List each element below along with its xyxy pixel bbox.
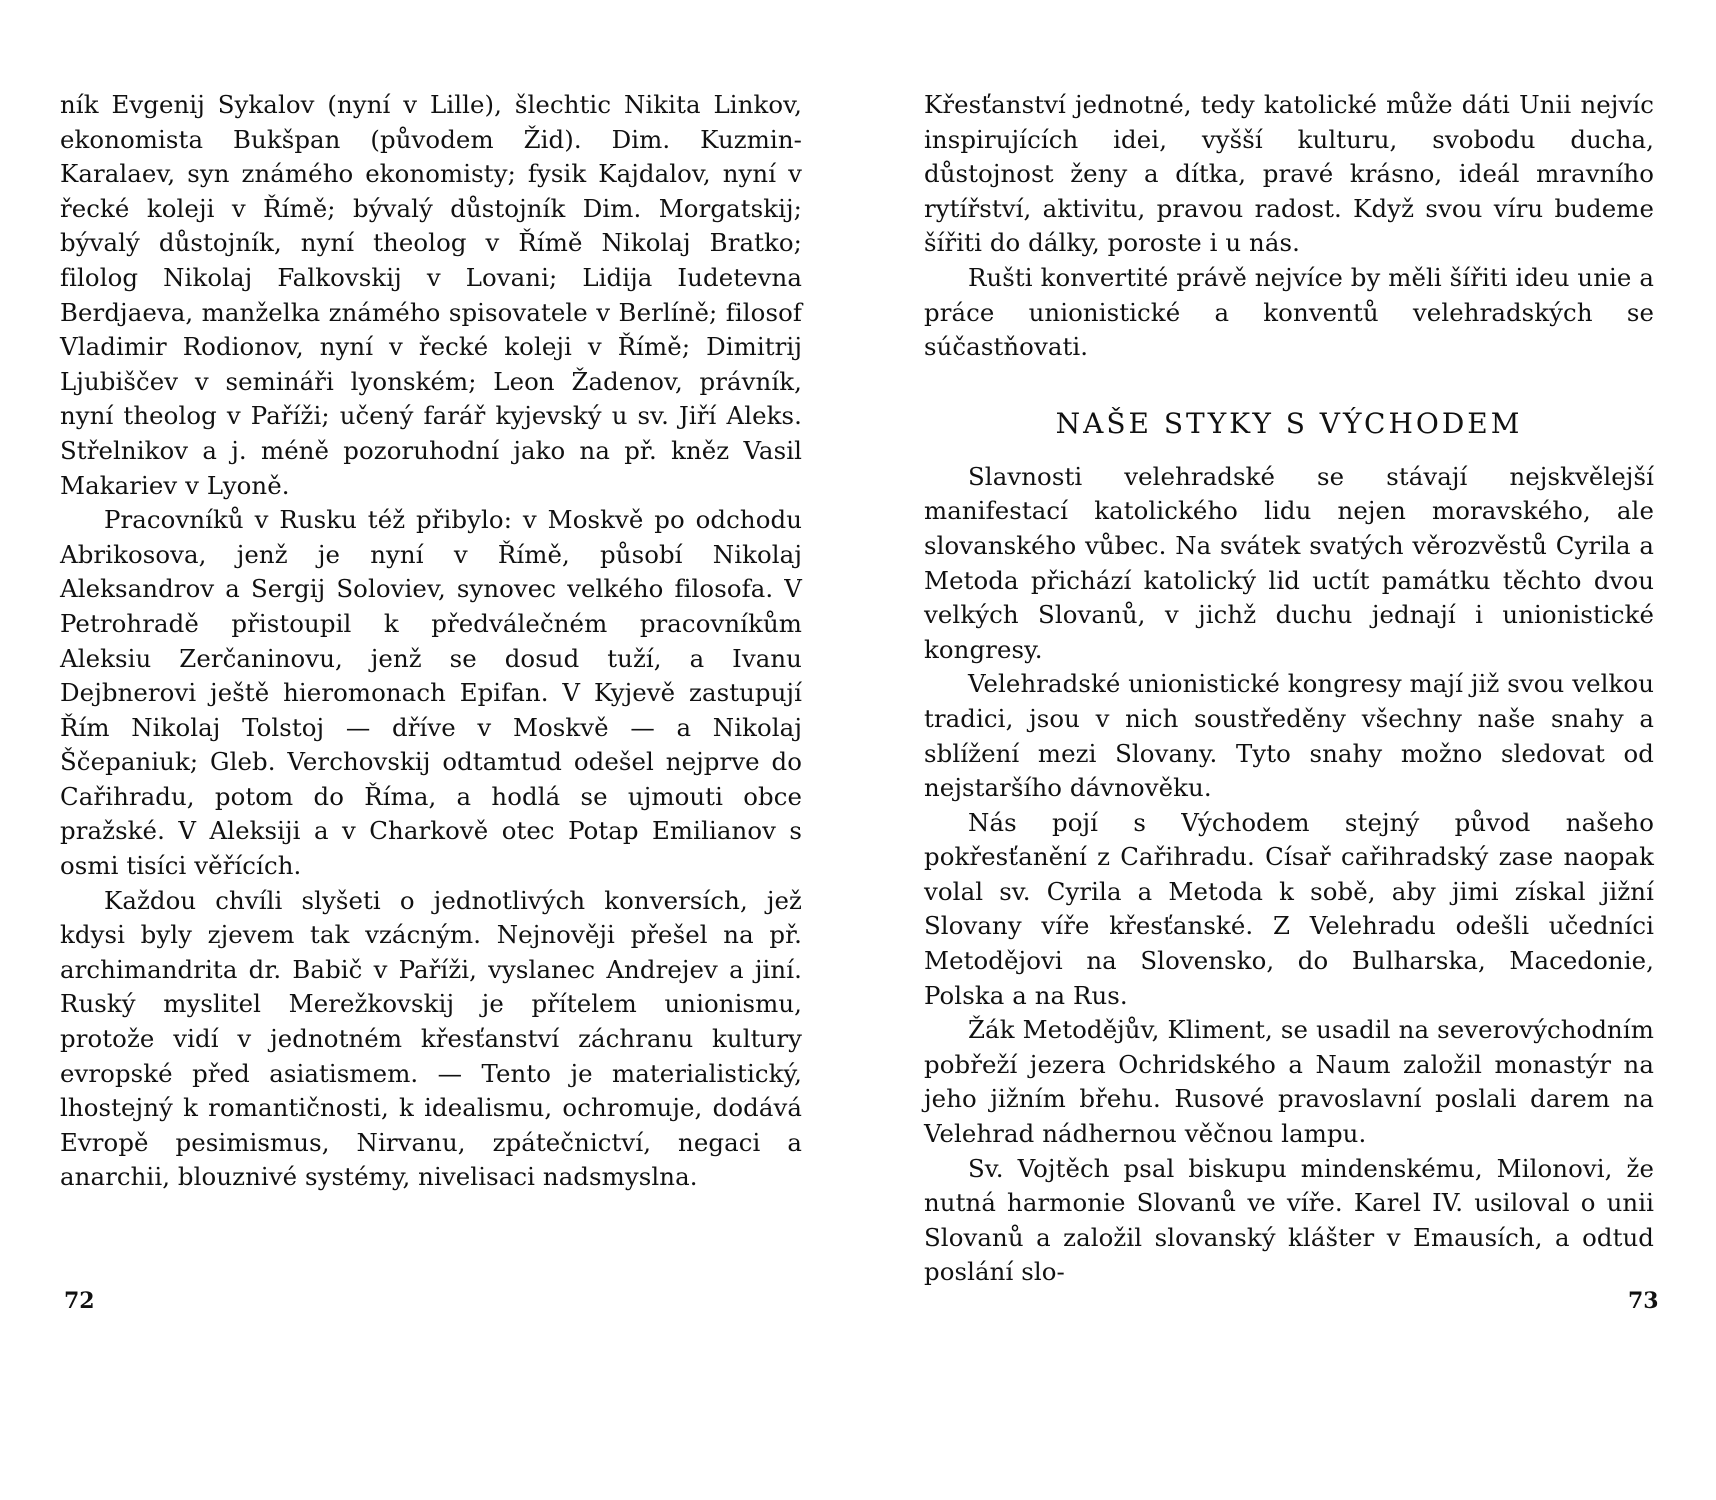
paragraph: Nás pojí s Východem stejný původ našeho pokřesťanění z Cařihradu. Císař cařihradský zase naopak volal sv. Cyrila a Metoda k sobě, aby jimi získal jižní Slovany víře křesťanské. Z Velehradu odešli učedníci Metodějovi na Slovensko, do Bulharska, Macedonie, Polska a na Rus. (924, 807, 1654, 1010)
paragraph: ník Evgenij Sykalov (nyní v Lille), šlechtic Nikita Linkov, ekonomista Bukšpan (původem Žid). Dim. Kuzmin-Karalaev, syn známého ekonomisty; fysik Kajdalov, nyní v řecké koleji v Římě; bývalý důstojník Dim. Morgatskij; bývalý důstojník, nyní theolog v Římě Nikolaj Bratko; filolog Nikolaj Falkovskij v Lovani; Lidija Iudetevna Berdjaeva, manželka známého spisovatele v Berlíně; filosof Vladimir Rodionov, nyní v řecké koleji v Římě; Dimitrij Ljubiščev v semináři lyonském; Leon Žadenov, právník, nyní theolog v Paříži; učený farář kyjevský u sv. Jiří Aleks. Střelnikov a j. méně pozoruhodní jako na př. kněz Vasil Makariev v Lyoně. (60, 90, 802, 500)
paragraph: Rušti konvertité právě nejvíce by měli šířiti ideu unie a práce unionistické a konventů velehradských se súčastňovati. (924, 262, 1654, 362)
paragraph: Pracovníků v Rusku též přibylo: v Moskvě po odchodu Abrikosova, jenž je nyní v Římě, působí Nikolaj Aleksandrov a Sergij Soloviev, synovec velkého filosofa. V Petrohradě přistoupil k předválečném pracovníkům Aleksiu Zerčaninovu, jenž se dosud tuží, a Ivanu Dejbnerovi ještě hieromonach Epifan. V Kyjevě zastupují Řím Nikolaj Tolstoj — dříve v Moskvě — a Nikolaj Ščepaniuk; Gleb. Verchovskij odtamtud odešel nejprve do Cařihradu, potom do Říma, a hodlá se ujmouti obce pražské. V Aleksiji a v Charkově otec Potap Emilianov s osmi tisíci věřících. (60, 505, 802, 881)
page-number-right: 73 (1628, 1288, 1659, 1314)
right-page-body (924, 88, 1654, 1287)
section-heading: NAŠE STYKY S VÝCHODEM (1055, 406, 1523, 440)
page-number-left: 72 (64, 1288, 95, 1314)
paragraph: Žák Metodějův, Kliment, se usadil na severovýchodním pobřeží jezera Ochridského a Naum založil monastýr na jeho jižním břehu. Rusové pravoslavní poslali darem na Velehrad nádhernou věčnou lampu. (924, 1015, 1654, 1149)
left-page-body (60, 88, 802, 1192)
paragraph: Velehradské unionistické kongresy mají již svou velkou tradici, jsou v nich soustředěny všechny naše snahy a sblížení mezi Slovany. Tyto snahy možno sledovat od nejstaršího dávnověku. (924, 669, 1654, 803)
paragraph: Sv. Vojtěch psal biskupu mindenskému, Milonovi, že nutná harmonie Slovanů ve víře. Karel IV. usiloval o unii Slovanů a založil slovanský klášter v Emausích, a odtud poslání slo- (924, 1153, 1654, 1287)
paragraph: Každou chvíli slyšeti o jednotlivých konversích, jež kdysi byly zjevem tak vzácným. Nejnověji přešel na př. archimandrita dr. Babič v Paříži, vyslanec Andrejev a jiní. Ruský myslitel Merežkovskij je přítelem unionismu, protože vidí v jednotném křesťanství záchranu kultury evropské před asiatismem. — Tento je materialistický, lhostejný k romantičnosti, k idealismu, ochromuje, dodává Evropě pesimismus, Nirvanu, zpátečnictví, negaci a anarchii, blouznivé systémy, nivelisaci nadsmyslna. (60, 885, 802, 1192)
left-page (60, 88, 802, 1192)
right-page (924, 88, 1654, 1287)
paragraph: Slavnosti velehradské se stávají nejskvělejší manifestací katolického lidu nejen moravského, ale slovanského vůbec. Na svátek svatých věrozvěstů Cyrila a Metoda přichází katolický lid uctít památku těchto dvou velkých Slovanů, v jichž duchu jednají i unionistické kongresy. (924, 461, 1654, 664)
paragraph: Křesťanství jednotné, tedy katolické může dáti Unii nejvíc inspirujících idei, vyšší kulturu, svobodu ducha, důstojnost ženy a dítka, pravé krásno, ideál mravního rytířství, aktivitu, pravou radost. Když svou víru budeme šířiti do dálky, poroste i u nás. (924, 90, 1654, 258)
